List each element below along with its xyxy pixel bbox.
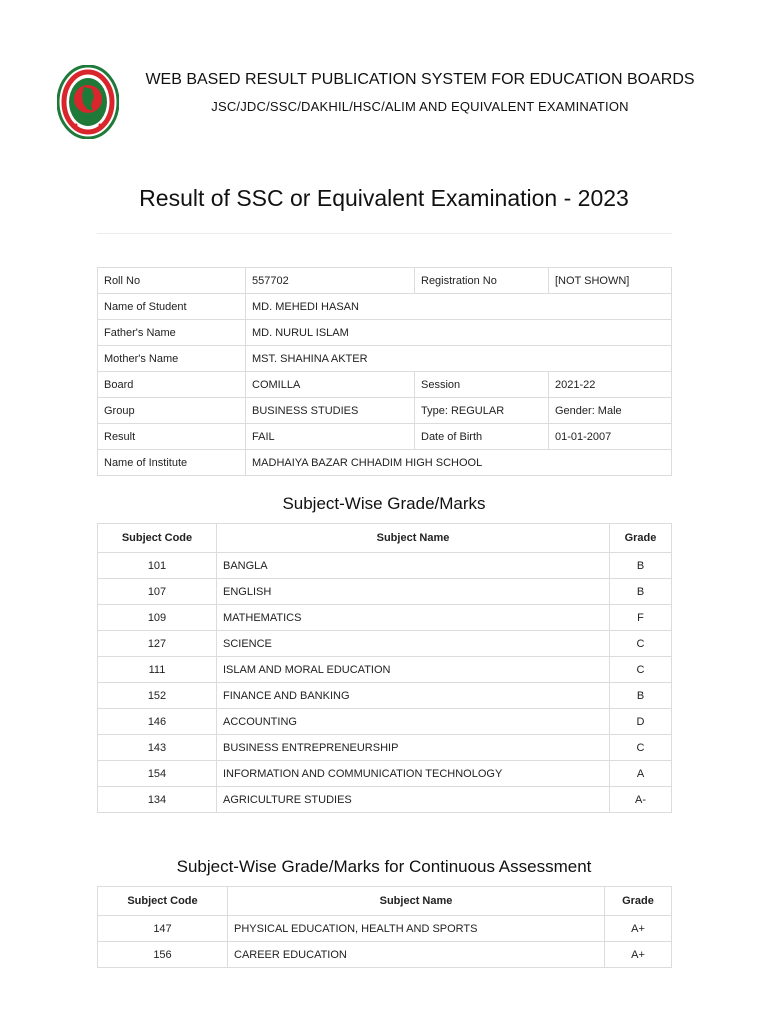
subject-code-cell: 156: [98, 942, 228, 968]
table-row: [98, 735, 672, 761]
registration-value: [NOT SHOWN]: [549, 268, 672, 294]
grade-cell: D: [610, 709, 672, 735]
table-row: [98, 787, 672, 813]
col-subject-name: Subject Name: [217, 524, 610, 553]
student-name-label: Name of Student: [98, 294, 246, 320]
dob-value: 01-01-2007: [549, 424, 672, 450]
col-grade: Grade: [605, 887, 672, 916]
group-label: Group: [98, 398, 246, 424]
government-seal-icon: [57, 65, 119, 139]
grade-cell: C: [610, 657, 672, 683]
subject-name-cell: PHYSICAL EDUCATION, HEALTH AND SPORTS: [228, 916, 605, 942]
subject-name-cell: ENGLISH: [217, 579, 610, 605]
table-row: [98, 372, 672, 398]
father-name-value: MD. NURUL ISLAM: [246, 320, 672, 346]
subject-code-cell: 107: [98, 579, 217, 605]
col-subject-code: Subject Code: [98, 887, 228, 916]
continuous-assessment-table: [97, 886, 672, 968]
grade-cell: A-: [610, 787, 672, 813]
grade-cell: B: [610, 683, 672, 709]
table-row: [98, 268, 672, 294]
table-row: [98, 424, 672, 450]
grade-cell: A: [610, 761, 672, 787]
divider: [97, 233, 672, 234]
subject-code-cell: 143: [98, 735, 217, 761]
col-subject-name: Subject Name: [228, 887, 605, 916]
student-info-table: [97, 267, 672, 476]
grade-cell: B: [610, 553, 672, 579]
result-label: Result: [98, 424, 246, 450]
table-row: [98, 398, 672, 424]
student-name-value: MD. MEHEDI HASAN: [246, 294, 672, 320]
subject-code-cell: 146: [98, 709, 217, 735]
grade-cell: A+: [605, 942, 672, 968]
table-row: [98, 916, 672, 942]
gender-value: Gender: Male: [549, 398, 672, 424]
subject-code-cell: 152: [98, 683, 217, 709]
roll-label: Roll No: [98, 268, 246, 294]
dob-label: Date of Birth: [415, 424, 549, 450]
subject-name-cell: INFORMATION AND COMMUNICATION TECHNOLOGY: [217, 761, 610, 787]
ca-section-title: Subject-Wise Grade/Marks for Continuous Assessment: [176, 857, 592, 876]
institute-label: Name of Institute: [98, 450, 246, 476]
mother-name-label: Mother's Name: [98, 346, 246, 372]
roll-value: 557702: [246, 268, 415, 294]
grades-section-title: Subject-Wise Grade/Marks: [282, 494, 486, 513]
header-title: WEB BASED RESULT PUBLICATION SYSTEM FOR EDUCATION BOARDS: [145, 71, 695, 88]
table-row: [98, 605, 672, 631]
subject-name-cell: BANGLA: [217, 553, 610, 579]
subject-name-cell: MATHEMATICS: [217, 605, 610, 631]
grade-cell: F: [610, 605, 672, 631]
group-value: BUSINESS STUDIES: [246, 398, 415, 424]
header-subtitle: JSC/JDC/SSC/DAKHIL/HSC/ALIM AND EQUIVALENT EXAMINATION: [211, 99, 629, 114]
subject-name-cell: BUSINESS ENTREPRENEURSHIP: [217, 735, 610, 761]
table-row: [98, 346, 672, 372]
grade-cell: A+: [605, 916, 672, 942]
grades-table: [97, 523, 672, 813]
subject-name-cell: SCIENCE: [217, 631, 610, 657]
subject-code-cell: 111: [98, 657, 217, 683]
subject-code-cell: 134: [98, 787, 217, 813]
grade-cell: B: [610, 579, 672, 605]
page-title: Result of SSC or Equivalent Examination - 2023: [139, 185, 629, 211]
session-value: 2021-22: [549, 372, 672, 398]
table-row: [98, 553, 672, 579]
subject-code-cell: 101: [98, 553, 217, 579]
subject-name-cell: ACCOUNTING: [217, 709, 610, 735]
table-header-row: [98, 524, 672, 553]
institute-value: MADHAIYA BAZAR CHHADIM HIGH SCHOOL: [246, 450, 672, 476]
board-label: Board: [98, 372, 246, 398]
subject-code-cell: 147: [98, 916, 228, 942]
table-header-row: [98, 887, 672, 916]
table-row: [98, 761, 672, 787]
subject-name-cell: FINANCE AND BANKING: [217, 683, 610, 709]
table-row: [98, 320, 672, 346]
table-row: [98, 294, 672, 320]
result-value: FAIL: [246, 424, 415, 450]
table-row: [98, 631, 672, 657]
subject-name-cell: ISLAM AND MORAL EDUCATION: [217, 657, 610, 683]
registration-label: Registration No: [415, 268, 549, 294]
table-row: [98, 683, 672, 709]
table-row: [98, 450, 672, 476]
type-value: Type: REGULAR: [415, 398, 549, 424]
table-row: [98, 657, 672, 683]
father-name-label: Father's Name: [98, 320, 246, 346]
grade-cell: C: [610, 631, 672, 657]
col-subject-code: Subject Code: [98, 524, 217, 553]
session-label: Session: [415, 372, 549, 398]
board-value: COMILLA: [246, 372, 415, 398]
col-grade: Grade: [610, 524, 672, 553]
grade-cell: C: [610, 735, 672, 761]
subject-code-cell: 154: [98, 761, 217, 787]
table-row: [98, 942, 672, 968]
table-row: [98, 709, 672, 735]
subject-code-cell: 109: [98, 605, 217, 631]
subject-name-cell: CAREER EDUCATION: [228, 942, 605, 968]
table-row: [98, 579, 672, 605]
subject-code-cell: 127: [98, 631, 217, 657]
mother-name-value: MST. SHAHINA AKTER: [246, 346, 672, 372]
subject-name-cell: AGRICULTURE STUDIES: [217, 787, 610, 813]
